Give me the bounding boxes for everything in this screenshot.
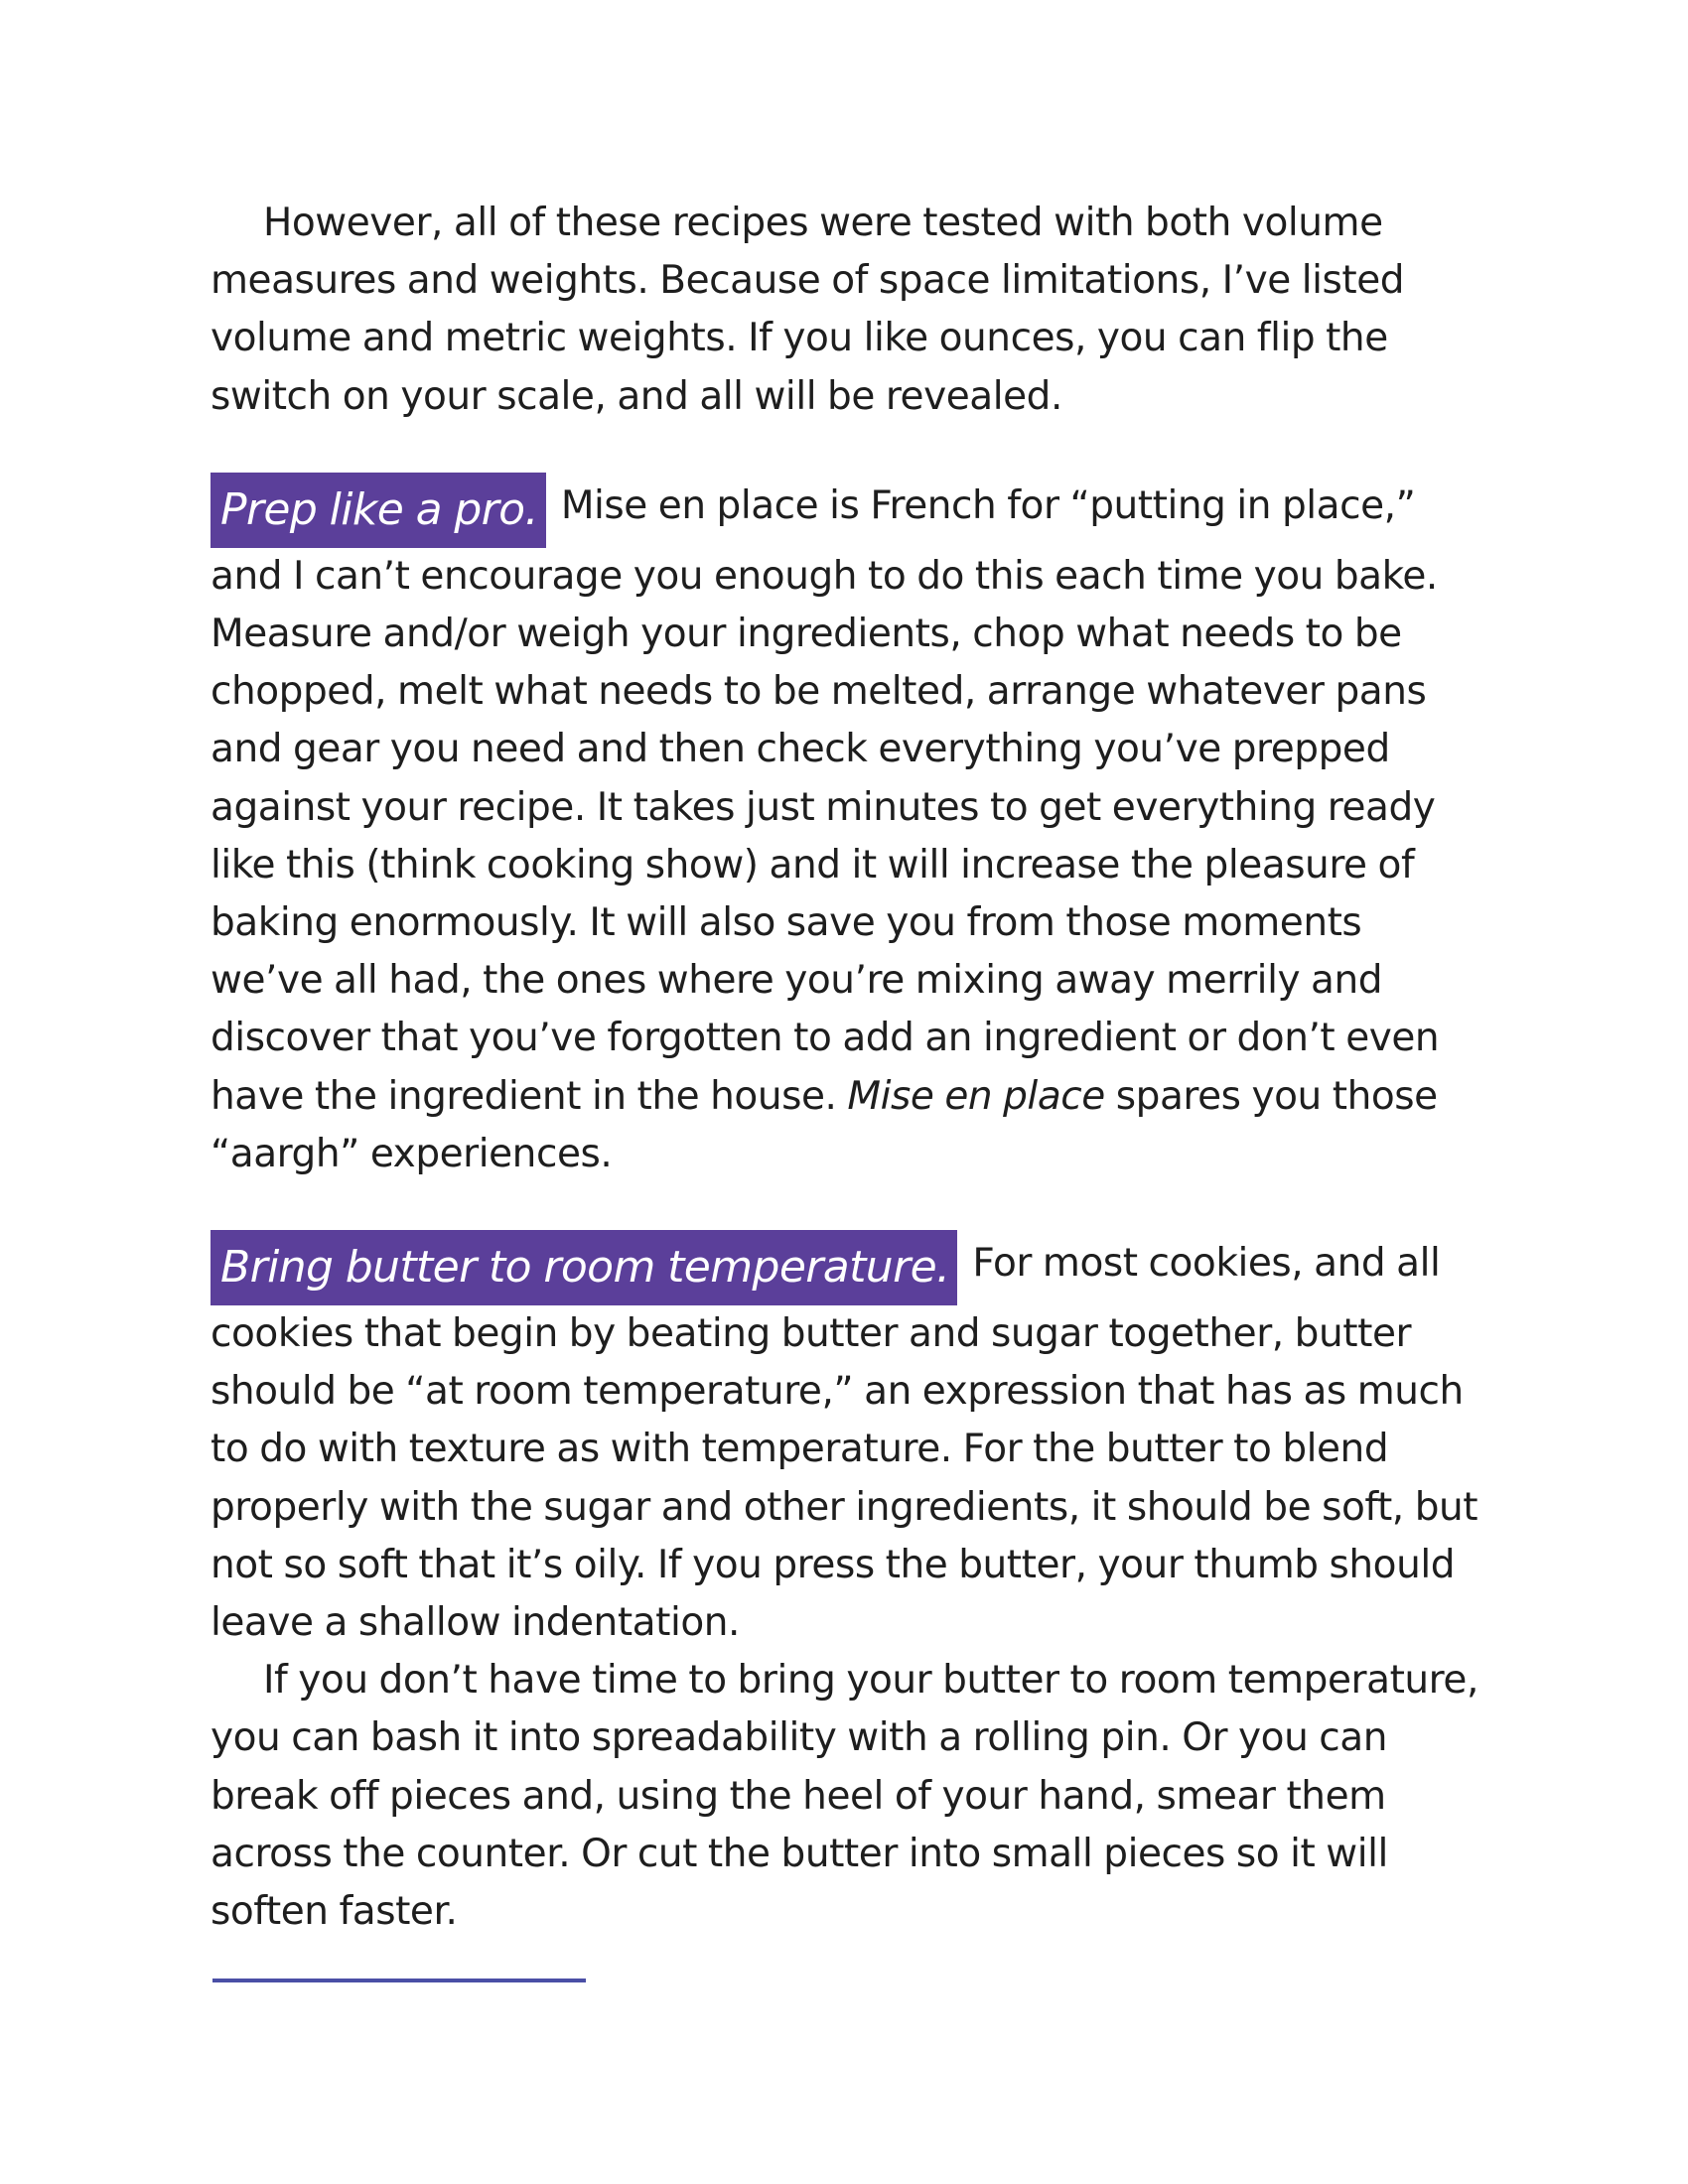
- butter-body-text: For most cookies, and all cookies that begin by beating butter and sugar together, butter should be “at room temperature,” an expression that has as much to do with texture as with temperature. For the butter to blend properly with the sugar and other ingredients, it should be soft, but not so soft that it’s oily. If you press the butter, your thumb should leave a shallow indentation.: [211, 1241, 1478, 1646]
- butter-paragraph: [211, 1235, 1481, 1652]
- prep-body-ending: spares you those “aargh” experiences.: [211, 1073, 1438, 1176]
- butter-heading-tag: Bring butter to room temperature.: [211, 1230, 957, 1305]
- prep-heading-tag: Prep like a pro.: [211, 473, 546, 548]
- mise-en-place-emphasis: Mise en place: [847, 1073, 1105, 1119]
- section-divider-rule: [212, 1979, 586, 1982]
- prep-paragraph: [211, 478, 1481, 1183]
- page-content: [211, 195, 1481, 1941]
- intro-paragraph: However, all of these recipes were tested with both volume measures and weights. Because of space limitations, I’ve listed volume and metric weights. If you like ounces, you can flip the switch on your scale, and all will be revealed.: [211, 201, 1405, 419]
- prep-body-text: Mise en place is French for “putting in place,” and I can’t encourage you enough to do this each time you bake. Measure and/or weigh your ingredients, chop what needs to be chopped, melt what needs to be melted, arrange whatever pans and gear you need and then check everything you’ve prepped against your recipe. It takes just minutes to get everything ready like this (think cooking show) and it will increase the pleasure of baking enormously. It will also save you from those moments we’ve all had, the ones where you’re mixing away merrily and discover that you’ve forgotten to add an ingredient or don’t even have the ingredient in the house.: [211, 482, 1440, 1119]
- butter-followup-paragraph: If you don’t have time to bring your butter to room temperature, you can bash it into spreadability with a rolling pin. Or you can break off pieces and, using the heel of your hand, smear them across the counter. Or cut the butter into small pieces so it will soften faster.: [211, 1658, 1478, 1935]
